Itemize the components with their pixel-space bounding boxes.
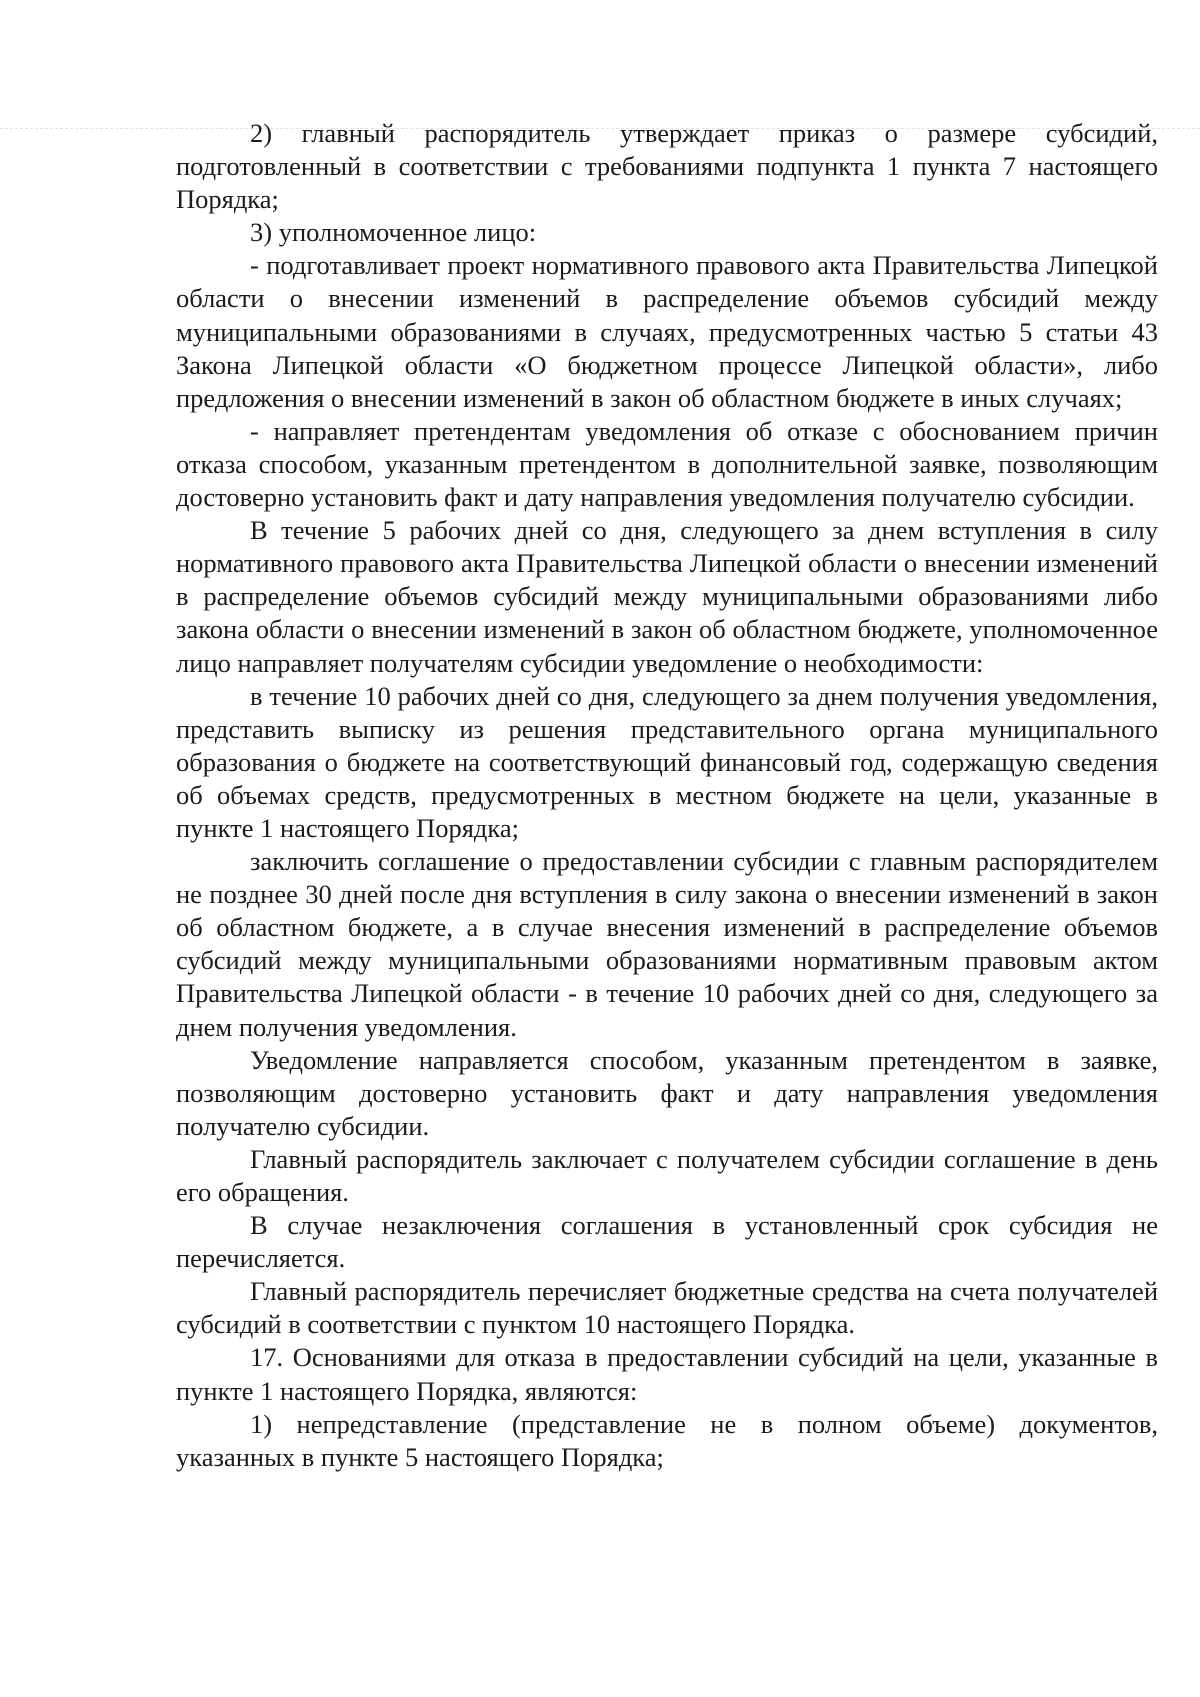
paragraph-grounds-1: 1) непредставление (представление не в полном объеме) документов, указанных в пункте 5 настоящего Порядка; (176, 1408, 1158, 1472)
paragraph-item-2-approval: 2) главный распорядитель утверждает приказ о размере субсидий, подготовленный в соответствии с требованиями подпункта 1 пункта 7 настоящего Порядка; (176, 118, 1158, 215)
paragraph-conclude-agreement: заключить соглашение о предоставлении субсидии с главным распорядителем не позднее 30 дней после дня вступления в силу закона о внесении изменений в закон об областном бюджете, а в случае внесения изменений в распределение объемов субсидий между муниципальными образованиями нормативным правовым актом Правительства Липецкой области - в течение 10 рабочих дней со дня, следующего за днем получения уведомления. (176, 846, 1158, 1042)
document-body (176, 117, 1158, 1474)
paragraph-transfer-funds: Главный распорядитель перечисляет бюджетные средства на счета получателей субсидий в соответствии с пунктом 10 настоящего Порядка. (176, 1276, 1158, 1340)
paragraph-send-refusal: - направляет претендентам уведомления об отказе с обоснованием причин отказа способом, указанным претендентом в дополнительной заявке, позволяющим достоверно установить факт и дату направления уведомления получателю субсидии. (176, 415, 1158, 513)
paragraph-no-agreement: В случае незаключения соглашения в установленный срок субсидия не перечисляется. (176, 1210, 1158, 1274)
paragraph-item-17-grounds: 17. Основаниями для отказа в предоставлении субсидий на цели, указанные в пункте 1 настоящего Порядка, являются: (176, 1342, 1158, 1406)
paragraph-agreement-day: Главный распорядитель заключает с получателем субсидии соглашение в день его обращения. (176, 1143, 1158, 1207)
paragraph-notification-method: Уведомление направляется способом, указанным претендентом в заявке, позволяющим достоверно установить факт и дату направления уведомления получателю субсидии. (176, 1044, 1158, 1141)
paragraph-item-3-authorized-person: 3) уполномоченное лицо: (250, 217, 537, 248)
paragraph-submit-extract: в течение 10 рабочих дней со дня, следующего за днем получения уведомления, представить выписку из решения представительного органа муниципального образования о бюджете на соответствующий финансовый год, содержащую сведения об объемах средств, предусмотренных в местном бюджете на цели, указанные в пункте 1 настоящего Порядка; (176, 680, 1158, 843)
paragraph-prepare-draft: - подготавливает проект нормативного правового акта Правительства Липецкой области о внесении изменений в распределение объемов субсидий между муниципальными образованиями в случаях, предусмотренных частью 5 статьи 43 Закона Липецкой области «О бюджетном процессе Липецкой области», либо предложения о внесении изменений в закон об областном бюджете в иных случаях; (176, 250, 1158, 413)
paragraph-notification-term: В течение 5 рабочих дней со дня, следующего за днем вступления в силу нормативного правового акта Правительства Липецкой области о внесении изменений в распределение объемов субсидий между муниципальными образованиями либо закона области о внесении изменений в закон об областном бюджете, уполномоченное лицо направляет получателям субсидии уведомление о необходимости: (176, 515, 1158, 678)
